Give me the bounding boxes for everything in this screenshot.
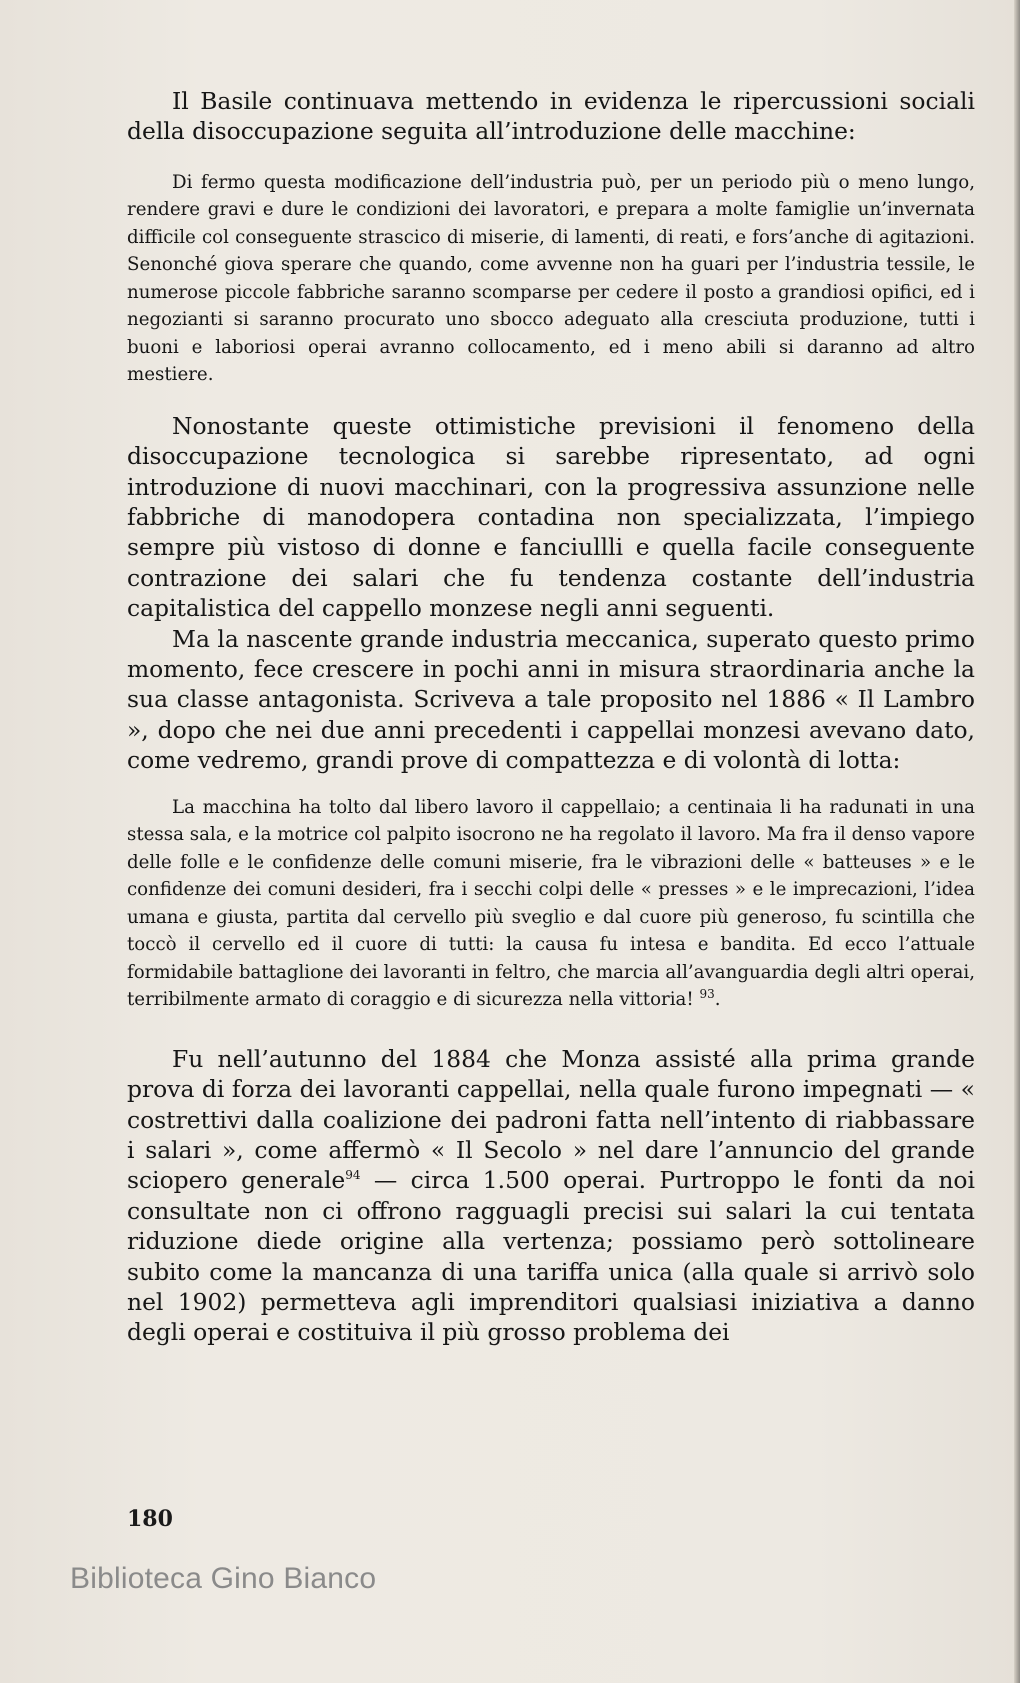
page-text-block bbox=[127, 86, 975, 1348]
paragraph-4-part2: — circa 1.500 operai. Purtroppo le fonti da noi consultate non ci offrono ragguagli precisi sui salari la cui tentata riduzione diede origine alla vertenza; possiamo però sottolineare subito come la mancanza di una tariffa unica (alla quale si arrivò solo nel 1902) permetteva agli imprenditori qualsiasi iniziativa a danno degli operai e costituiva il più grosso problema dei bbox=[127, 1166, 975, 1347]
paragraph-4-part1: Fu nell’autunno del 1884 che Monza assisté alla prima grande prova di forza dei lavoranti cappellai, nella quale furono impegnati — « costrettivi dalla coalizione dei padroni fatta nell’intento di riabbassare i salari », come affermò « Il Secolo » nel dare l’annuncio del grande sciopero generale bbox=[127, 1044, 975, 1195]
block-quote-1: Di fermo questa modificazione dell’industria può, per un periodo più o meno lungo, rendere gravi e dure le condizioni dei lavoratori, e prepara a molte famiglie un’invernata difficile col conseguente strascico di miserie, di lamenti, di reati, e fors’anche di agitazioni. Senonché giova sperare che quando, come avvenne non ha guari per l’industria tessile, le numerose piccole fabbriche saranno scomparse per cedere il posto a grandiosi opifici, ed i negozianti si saranno procurato uno sbocco adeguato alla cresciuta produzione, tutti i buoni e laboriosi operai avranno collocamento, ed i meno abili si daranno ad altro mestiere. bbox=[127, 171, 975, 386]
footnote-ref-94[interactable]: 94 bbox=[345, 1168, 361, 1183]
paragraph-4 bbox=[127, 1044, 975, 1348]
block-quote-2 bbox=[127, 794, 975, 1014]
paragraph-2: Nonostante queste ottimistiche previsioni il fenomeno della disoccupazione tecnologica si sarebbe ripresentato, ad ogni introduzione di nuovi macchinari, con la progressiva assunzione nelle fabbriche di manodopera contadina non specializzata, l’impiego sempre più vistoso di donne e fanciullli e quella facile conseguente contrazione dei salari che fu tendenza costante dell’industria capitalistica del cappello monzese negli anni seguenti. bbox=[127, 411, 975, 623]
block-quote-2-end: . bbox=[714, 989, 721, 1011]
watermark-text: Biblioteca Gino Bianco bbox=[70, 1562, 377, 1595]
page-edge-shadow bbox=[1014, 0, 1020, 1683]
footnote-ref-93[interactable]: 93 bbox=[699, 987, 715, 1002]
paragraph-3: Ma la nascente grande industria meccanica, superato questo primo momento, fece crescere in pochi anni in misura straordinaria anche la sua classe antagonista. Scriveva a tale proposito nel 1886 « Il Lambro », dopo che nei due anni precedenti i cappellai monzesi avevano dato, come vedremo, grandi prove di compattezza e di volontà di lotta: bbox=[127, 624, 975, 775]
paragraph-1: Il Basile continuava mettendo in evidenza le ripercussioni sociali della disoccupazione seguita all’introduzione delle macchine: bbox=[127, 87, 975, 146]
page-number: 180 bbox=[127, 1506, 173, 1532]
block-quote-2-text: La macchina ha tolto dal libero lavoro il cappellaio; a centinaia li ha radunati in una stessa sala, e la motrice col palpito isocrono ne ha regolato il lavoro. Ma fra il denso vapore delle folle e le confidenze delle comuni miserie, fra le vibrazioni delle « batteuses » e le confidenze dei comuni desideri, fra i secchi colpi delle « presses » e le imprecazioni, l’idea umana e giusta, partita dal cervello più sveglio e dal cuore più generoso, fu scintilla che toccò il cervello ed il cuore di tutti: la causa fu intesa e bandita. Ed ecco l’attuale formidabile battaglione dei lavoranti in feltro, che marcia all’avanguardia degli altri operai, terribilmente armato di coraggio e di sicurezza nella vittoria! bbox=[127, 796, 975, 1011]
